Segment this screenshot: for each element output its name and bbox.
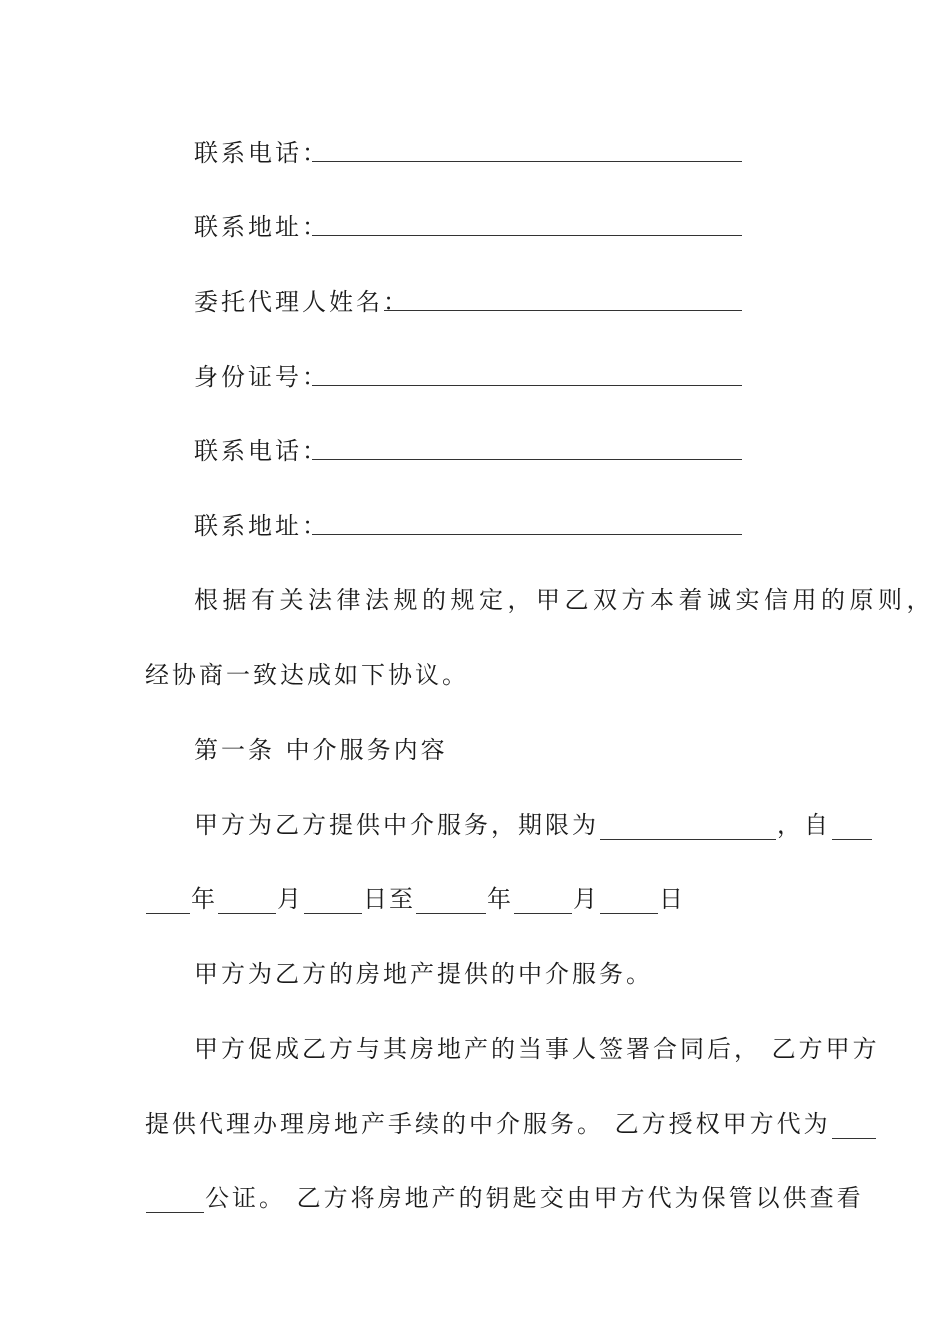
text-segment: 月	[277, 885, 303, 913]
year-blank	[416, 891, 486, 914]
month-blank	[514, 891, 572, 914]
text-segment: 公证。 乙方将房地产的钥匙交由甲方代为保管以供查看	[205, 1184, 864, 1212]
notary-blank	[146, 1190, 204, 1213]
contact-address-field	[194, 212, 329, 242]
paragraph-line: 经协商一致达成如下协议。	[145, 661, 469, 689]
paragraph-line: 甲方为乙方的房地产提供的中介服务。	[194, 960, 653, 988]
text-segment: 提供代理办理房地产手续的中介服务。 乙方授权甲方代为	[145, 1110, 831, 1138]
agent-phone-blank	[312, 459, 742, 460]
agent-name-blank	[384, 310, 742, 311]
day-blank	[600, 891, 658, 914]
field-label: 联系地址：	[194, 213, 329, 241]
month-blank	[218, 891, 276, 914]
agent-address-field	[194, 511, 329, 541]
day-blank	[304, 891, 362, 914]
field-label: 身份证号：	[194, 363, 329, 391]
article-title: 第一条 中介服务内容	[194, 736, 448, 764]
field-label: 联系电话：	[194, 437, 329, 465]
contact-address-blank	[312, 235, 742, 236]
agent-phone-field	[194, 436, 329, 466]
field-label: 联系电话：	[194, 139, 329, 167]
text-segment: 甲方为乙方提供中介服务，期限为	[194, 811, 599, 839]
notary-blank	[832, 1116, 876, 1139]
paragraph-line: 根据有关法律法规的规定，甲乙双方本着诚实信用的原则，	[194, 586, 935, 614]
paragraph-line	[194, 810, 873, 840]
id-number-field	[194, 362, 329, 392]
paragraph-line: 甲方促成乙方与其房地产的当事人签署合同后， 乙方甲方	[194, 1035, 880, 1063]
text-segment: 年	[487, 885, 513, 913]
id-number-blank	[312, 385, 742, 386]
paragraph-line	[145, 1109, 877, 1139]
text-segment: 日	[659, 885, 685, 913]
agent-name-field	[194, 287, 410, 317]
text-segment: 月	[573, 885, 599, 913]
text-segment: 日至	[363, 885, 415, 913]
date-blank	[832, 817, 872, 840]
field-label: 委托代理人姓名：	[194, 288, 410, 316]
contact-phone-field	[194, 138, 329, 168]
date-range-line	[145, 884, 685, 914]
text-segment: ，自	[777, 811, 831, 839]
paragraph-line	[145, 1183, 864, 1213]
field-label: 联系地址：	[194, 512, 329, 540]
year-blank	[146, 891, 190, 914]
contact-phone-blank	[312, 161, 742, 162]
term-blank	[600, 817, 776, 840]
agent-address-blank	[312, 534, 742, 535]
text-segment: 年	[191, 885, 217, 913]
